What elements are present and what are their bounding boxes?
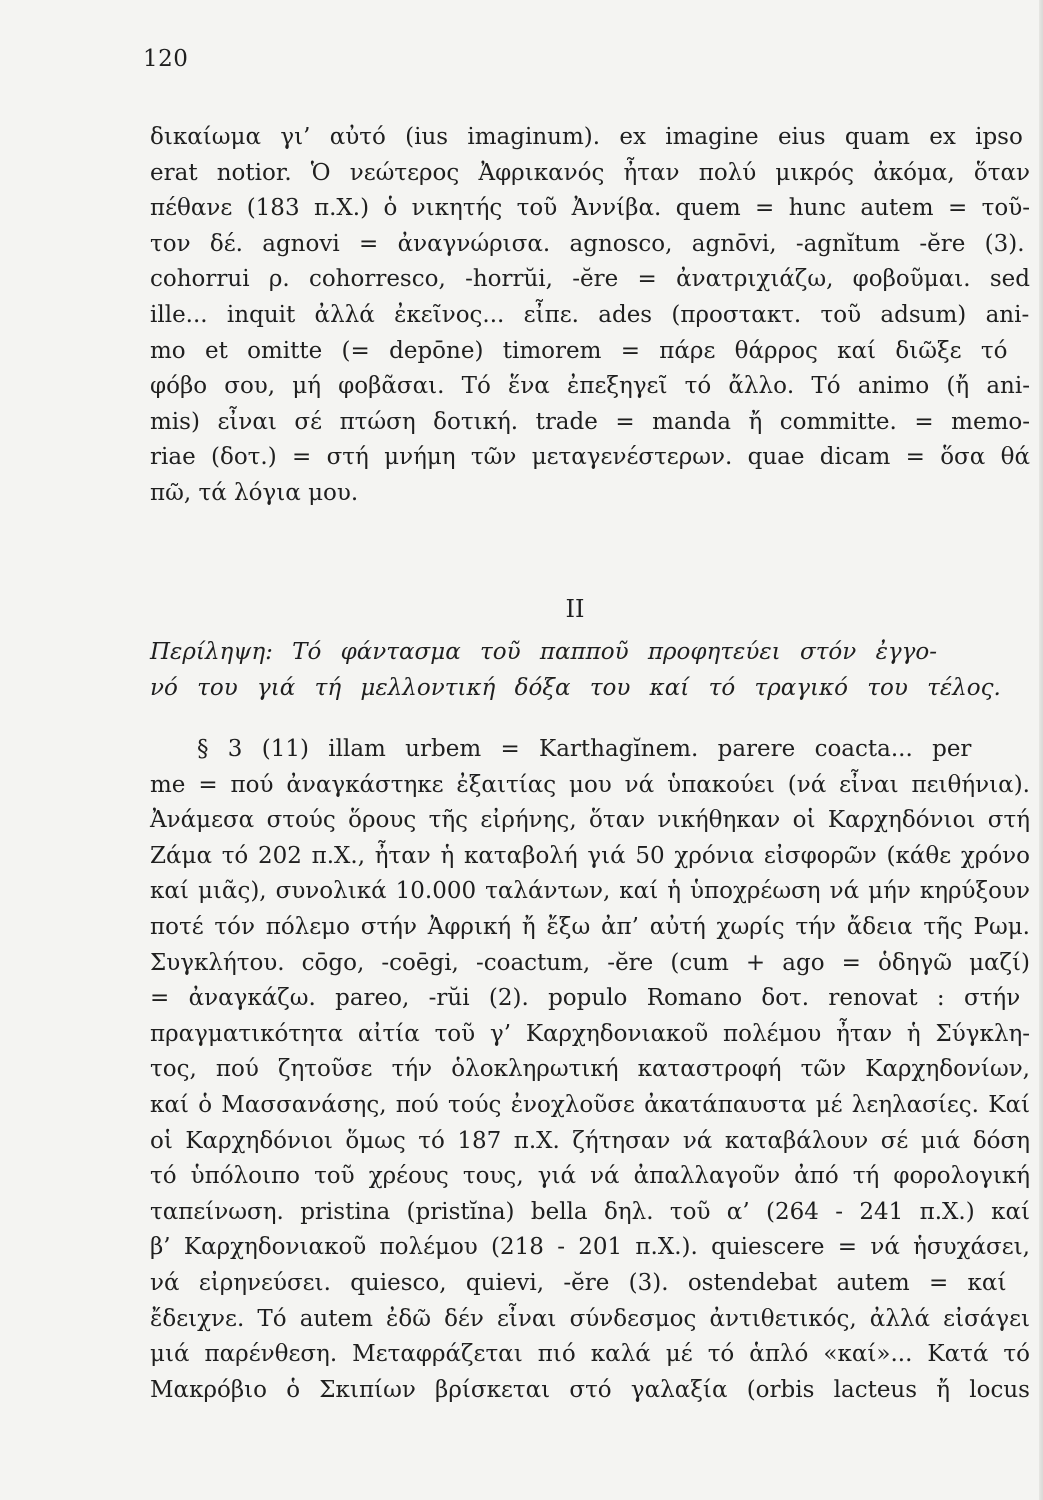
text-line: πραγματικότητα αἰτία τοῦ γ’ Καρχηδονιακοῦ πολέμου ἦταν ἡ Σύγκλη- — [150, 1020, 1030, 1047]
text-line: τος, πού ζητοῦσε τήν ὁλοκληρωτική καταστροφή τῶν Καρχηδονίων, — [150, 1056, 1030, 1083]
text-line: β’ Καρχηδονιακοῦ πολέμου (218 - 201 π.Χ.). quiescere = νά ἡσυχάσει, — [150, 1234, 1030, 1261]
page-number: 120 — [143, 46, 189, 72]
text-line: τό ὑπόλοιπο τοῦ χρέους τους, γιά νά ἀπαλλαγοῦν ἀπό τή φορολογική — [150, 1163, 1030, 1190]
text-line: ἔδειχνε. Τό autem ἐδῶ δέν εἶναι σύνδεσμος ἀντιθετικός, ἀλλά εἰσάγει — [150, 1305, 1030, 1332]
text-line: ταπείνωση. pristina (pristĭna) bella δηλ. τοῦ α’ (264 - 241 π.Χ.) καί — [150, 1198, 1030, 1225]
text-line: καί ὁ Μασσανάσης, πού τούς ἐνοχλοῦσε ἀκατάπαυστα μέ λεηλασίες. Καί — [150, 1091, 1030, 1118]
summary-paragraph — [150, 635, 1030, 706]
text-line: Περίληψη: Τό φάντασμα τοῦ παπποῦ προφητεύει στόν ἐγγο- — [150, 639, 938, 665]
text-line: πέθανε (183 π.Χ.) ὁ νικητής τοῦ Ἀννίβα. quem = hunc autem = τοῦ- — [150, 195, 1030, 222]
text-line: ille... inquit ἀλλά ἐκεῖνος... εἶπε. ades (προστακτ. τοῦ adsum) ani- — [150, 301, 1030, 328]
text-line: riae (δοτ.) = στή μνήμη τῶν μεταγενέστερων. quae dicam = ὅσα θά — [150, 444, 1030, 471]
text-line: mis) εἶναι σέ πτώση δοτική. trade = manda ἤ committe. = memo- — [150, 408, 1030, 435]
text-line: erat notior. Ὁ νεώτερος Ἀφρικανός ἦταν πολύ μικρός ἀκόμα, ὅταν — [150, 159, 1030, 186]
text-line: mo et omitte (= depōne) timorem = πάρε θάρρος καί διῶξε τό — [150, 337, 1008, 364]
text-line: = ἀναγκάζω. pareo, -rŭi (2). populo Romano δοτ. renovat : στήν — [150, 985, 1021, 1012]
text-line: καί μιᾶς), συνολικά 10.000 ταλάντων, καί ἡ ὑποχρέωση νά μήν κηρύξουν — [150, 878, 1030, 905]
text-line: μιά παρένθεση. Μεταφράζεται πιό καλά μέ τό ἁπλό «καί»... Κατά τό — [150, 1341, 1030, 1368]
commentary-paragraph-1 — [150, 120, 1030, 512]
text-line: § 3 (11) illam urbem = Karthagĭnem. parere coacta... per — [197, 736, 972, 762]
text-line: νά εἰρηνεύσει. quiesco, quievi, -ĕre (3). ostendebat autem = καί — [150, 1269, 1007, 1296]
text-line: πῶ, τά λόγια μου. — [150, 479, 359, 506]
text-line: φόβο σου, μή φοβᾶσαι. Τό ἕνα ἐπεξηγεῖ τό ἄλλο. Τό animo (ἤ ani- — [150, 373, 1030, 400]
text-line: cohorrui ρ. cohorresco, -horrŭi, -ĕre = ἀνατριχιάζω, φοβοῦμαι. sed — [150, 266, 1030, 293]
commentary-paragraph-2 — [150, 732, 1030, 1408]
text-line: me = πού ἀναγκάστηκε ἐξαιτίας μου νά ὑπακούει (νά εἶναι πειθήνια). — [150, 771, 1030, 798]
text-line: νό του γιά τή μελλοντική δόξα του καί τό τραγικό του τέλος. — [150, 674, 1001, 701]
text-line: ποτέ τόν πόλεμο στήν Ἀφρική ἤ ἔξω ἀπ’ αὐτή χωρίς τήν ἄδεια τῆς Ρωμ. — [150, 913, 1030, 940]
text-line: δικαίωμα γι’ αὐτό (ius imaginum). ex imagine eius quam ex ipso — [150, 124, 1023, 150]
section-heading: II — [565, 595, 585, 623]
text-line: οἱ Καρχηδόνιοι ὅμως τό 187 π.Χ. ζήτησαν νά καταβάλουν σέ μιά δόση — [150, 1127, 1030, 1154]
text-line: Ζάμα τό 202 π.Χ., ἦταν ἡ καταβολή γιά 50 χρόνια εἰσφορῶν (κάθε χρόνο — [150, 842, 1030, 869]
text-line: τον δέ. agnovi = ἀναγνώρισα. agnosco, agnōvi, -agnĭtum -ĕre (3). — [150, 230, 1025, 257]
text-line: Μακρόβιο ὁ Σκιπίων βρίσκεται στό γαλαξία (orbis lacteus ἤ locus — [150, 1376, 1030, 1403]
page-edge-shadow — [1039, 0, 1043, 1500]
text-line: Ἀνάμεσα στούς ὅρους τῆς εἰρήνης, ὅταν νικήθηκαν οἱ Καρχηδόνιοι στή — [150, 807, 1030, 834]
text-line: Συγκλήτου. cōgo, -coēgi, -coactum, -ĕre (cum + ago = ὁδηγῶ μαζί) — [150, 949, 1030, 976]
